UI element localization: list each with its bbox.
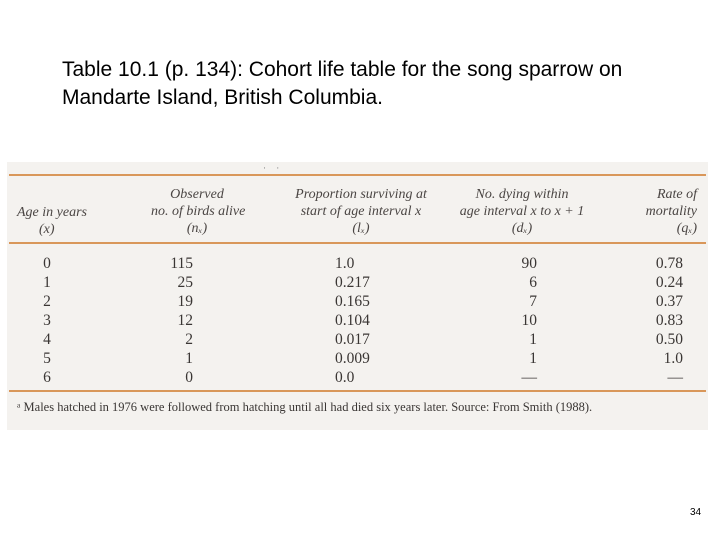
cell-rate: 0.24 [655,274,683,291]
table-row [7,368,708,387]
header-age-line-2: (x) [39,222,55,237]
page-number: 34 [690,507,702,518]
cell-rate: 0.83 [655,312,683,329]
life-table-image [7,162,708,430]
cell-observed: 0 [185,369,193,386]
cell-proportion: 0.017 [335,331,370,348]
header-observed-line-3: (nₓ) [186,221,208,236]
cell-observed: 25 [177,274,193,291]
table-row [7,349,708,368]
table-header-rule [9,242,706,244]
cell-rate: 0.50 [655,331,683,348]
cell-proportion: 0.104 [335,312,370,329]
cell-dying: 1 [529,331,537,348]
header-observed [151,186,246,237]
cell-rate: 0.78 [655,255,683,272]
header-dying [457,186,587,237]
header-proportion-line-1: Proportion surviving at [295,187,427,202]
cell-proportion: 1.0 [335,255,355,272]
header-age-line-1: Age in years [17,205,87,220]
header-rate-line-2: mortality [645,204,697,219]
table-row [7,292,708,311]
cell-dying: 6 [529,274,537,291]
header-age [17,204,87,238]
table-row [7,254,708,273]
cell-proportion: 0.0 [335,369,355,386]
cell-observed: 1 [185,350,193,367]
cell-age: 1 [43,274,51,291]
cell-dying: 90 [521,255,537,272]
table-top-rule [9,174,706,176]
cell-observed: 12 [177,312,193,329]
header-dying-line-2: age interval x to x + 1 [459,204,585,219]
cell-observed: 2 [185,331,193,348]
cell-dying: — [521,369,537,386]
cell-age: 6 [43,369,51,386]
cell-age: 3 [43,312,51,329]
cell-rate: 0.37 [655,293,683,310]
header-rate-line-3: (qₓ) [676,221,697,236]
cell-proportion: 0.009 [335,350,370,367]
table-bottom-rule [9,390,706,392]
cell-observed: 19 [177,293,193,310]
cell-dying: 7 [529,293,537,310]
top-marks: · · [263,163,284,173]
cell-dying: 10 [521,312,537,329]
cell-observed: 115 [170,255,193,272]
header-rate-line-1: Rate of [656,187,697,202]
header-proportion-line-3: (lₓ) [352,221,370,236]
table-body [7,254,708,387]
cell-proportion: 0.165 [335,293,370,310]
cell-proportion: 0.217 [335,274,370,291]
cell-rate: — [667,369,683,386]
table-row [7,311,708,330]
cell-age: 4 [43,331,51,348]
cell-dying: 1 [529,350,537,367]
header-observed-line-2: no. of birds alive [151,204,246,219]
cell-age: 0 [43,255,51,272]
header-rate [627,186,697,237]
header-observed-line-1: Observed [170,187,224,202]
header-dying-line-1: No. dying within [475,187,569,202]
header-proportion-line-2: start of age interval x [300,204,422,219]
cell-age: 2 [43,293,51,310]
table-row [7,273,708,292]
cell-age: 5 [43,350,51,367]
header-proportion [291,186,431,237]
header-dying-line-3: (dₓ) [511,221,533,236]
slide-title: Table 10.1 (p. 134): Cohort life table for the song sparrow on Mandarte Island, British Columbia. [62,58,623,109]
cell-rate: 1.0 [663,350,683,367]
table-row [7,330,708,349]
table-footnote: ᵃ Males hatched in 1976 were followed from hatching until all had died six years later. Source: From Smith (1988). [17,400,593,414]
